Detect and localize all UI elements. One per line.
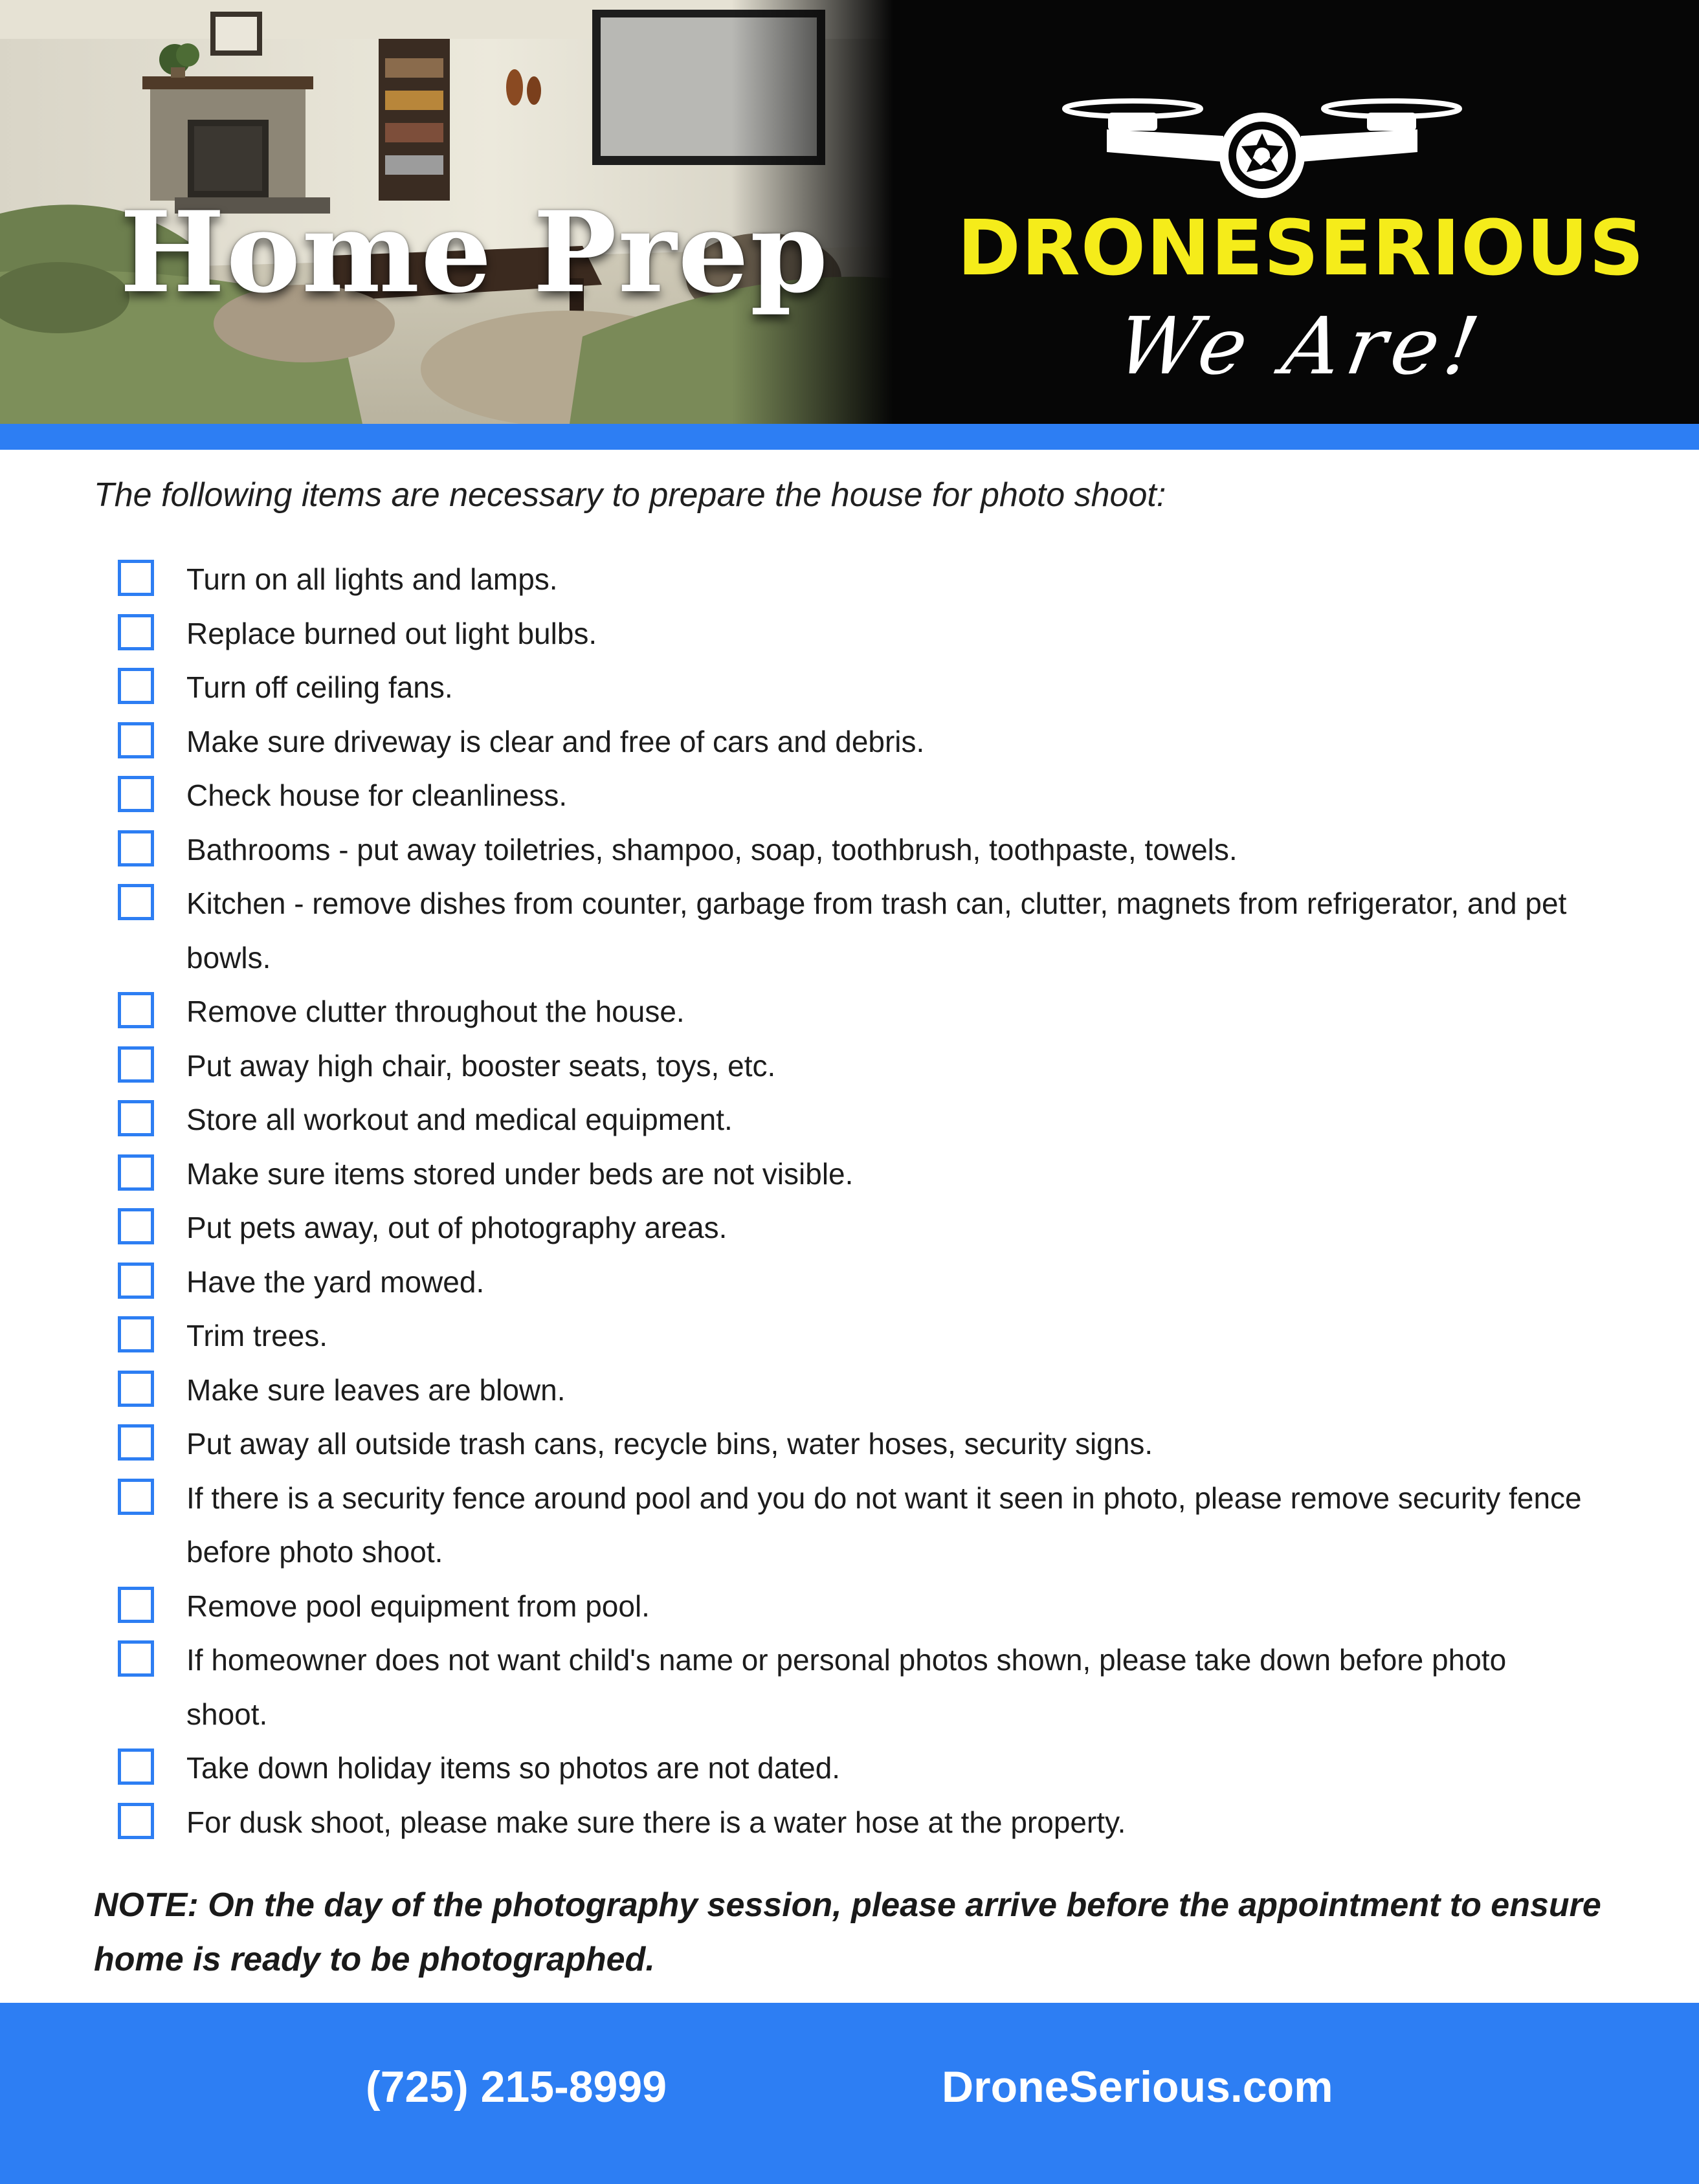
- checkbox[interactable]: [118, 1100, 154, 1136]
- checkbox[interactable]: [118, 722, 154, 758]
- checklist-item-text: For dusk shoot, please make sure there is a water hose at the property.: [186, 1805, 1126, 1839]
- checklist-item-text: Store all workout and medical equipment.: [186, 1103, 733, 1136]
- checkbox[interactable]: [118, 1046, 154, 1083]
- contact-footer: [0, 2003, 1699, 2184]
- checklist-item-text: Make sure leaves are blown.: [186, 1373, 566, 1407]
- intro-text: The following items are necessary to prepare the house for photo shoot:: [94, 476, 1166, 514]
- checklist-item-text: If there is a security fence around pool and you do not want it seen in photo, please remove security fence before photo shoot.: [186, 1481, 1582, 1569]
- checkbox[interactable]: [118, 1748, 154, 1785]
- checkbox[interactable]: [118, 1424, 154, 1461]
- checkbox[interactable]: [118, 1208, 154, 1244]
- checklist-item-text: Put pets away, out of photography areas.: [186, 1211, 727, 1244]
- phone-number[interactable]: (725) 215-8999: [366, 2062, 667, 2112]
- checklist-item-text: Put away high chair, booster seats, toys, etc.: [186, 1048, 776, 1083]
- checkbox[interactable]: [118, 614, 154, 650]
- checklist-item-text: Check house for cleanliness.: [186, 778, 568, 812]
- checkbox[interactable]: [118, 1154, 154, 1191]
- checklist-item-text: Turn off ceiling fans.: [186, 670, 453, 704]
- checklist-item-text: Replace burned out light bulbs.: [186, 616, 597, 650]
- checkbox[interactable]: [118, 830, 154, 866]
- checklist-item-text: Have the yard mowed.: [186, 1264, 485, 1299]
- checklist-item-text: Remove pool equipment from pool.: [186, 1589, 650, 1623]
- checklist-item-text: Kitchen - remove dishes from counter, garbage from trash can, clutter, magnets from refrigerator, and pet bowls.: [186, 887, 1567, 975]
- checkbox[interactable]: [118, 1640, 154, 1677]
- checklist-item-text: If homeowner does not want child's name or personal photos shown, please take down before photo shoot.: [186, 1643, 1507, 1731]
- checklist-item-text: Remove clutter throughout the house.: [186, 995, 685, 1028]
- checklist-item-text: Trim trees.: [186, 1319, 328, 1352]
- note-text: NOTE: On the day of the photography session, please arrive before the appointment to ensure home is ready to be photographed.: [94, 1886, 1601, 1978]
- checkbox[interactable]: [118, 560, 154, 596]
- checkbox[interactable]: [118, 776, 154, 812]
- checkbox[interactable]: [118, 884, 154, 920]
- checklist-item-text: Turn on all lights and lamps.: [186, 562, 558, 596]
- brand-tagline: We Are!: [1110, 300, 1492, 392]
- checkbox[interactable]: [118, 1371, 154, 1407]
- checklist-item-text: Put away all outside trash cans, recycle bins, water hoses, security signs.: [186, 1427, 1153, 1461]
- checklist-item-text: Take down holiday items so photos are not dated.: [186, 1751, 841, 1785]
- checklist-item-text: Bathrooms - put away toiletries, shampoo, soap, toothbrush, toothpaste, towels.: [186, 832, 1238, 866]
- checklist-item-text: Make sure driveway is clear and free of cars and debris.: [186, 724, 925, 758]
- brand-name: DRONESERIOUS: [957, 203, 1645, 292]
- page-title: Home Prep: [120, 186, 830, 318]
- checkbox[interactable]: [118, 992, 154, 1028]
- checkbox[interactable]: [118, 1263, 154, 1299]
- checkbox[interactable]: [118, 1316, 154, 1352]
- checklist-item-text: Make sure items stored under beds are not visible.: [186, 1156, 854, 1191]
- checkbox[interactable]: [118, 1479, 154, 1515]
- checkbox[interactable]: [118, 1803, 154, 1839]
- website-link[interactable]: DroneSerious.com: [942, 2062, 1333, 2112]
- checkbox[interactable]: [118, 668, 154, 704]
- checkbox[interactable]: [118, 1587, 154, 1623]
